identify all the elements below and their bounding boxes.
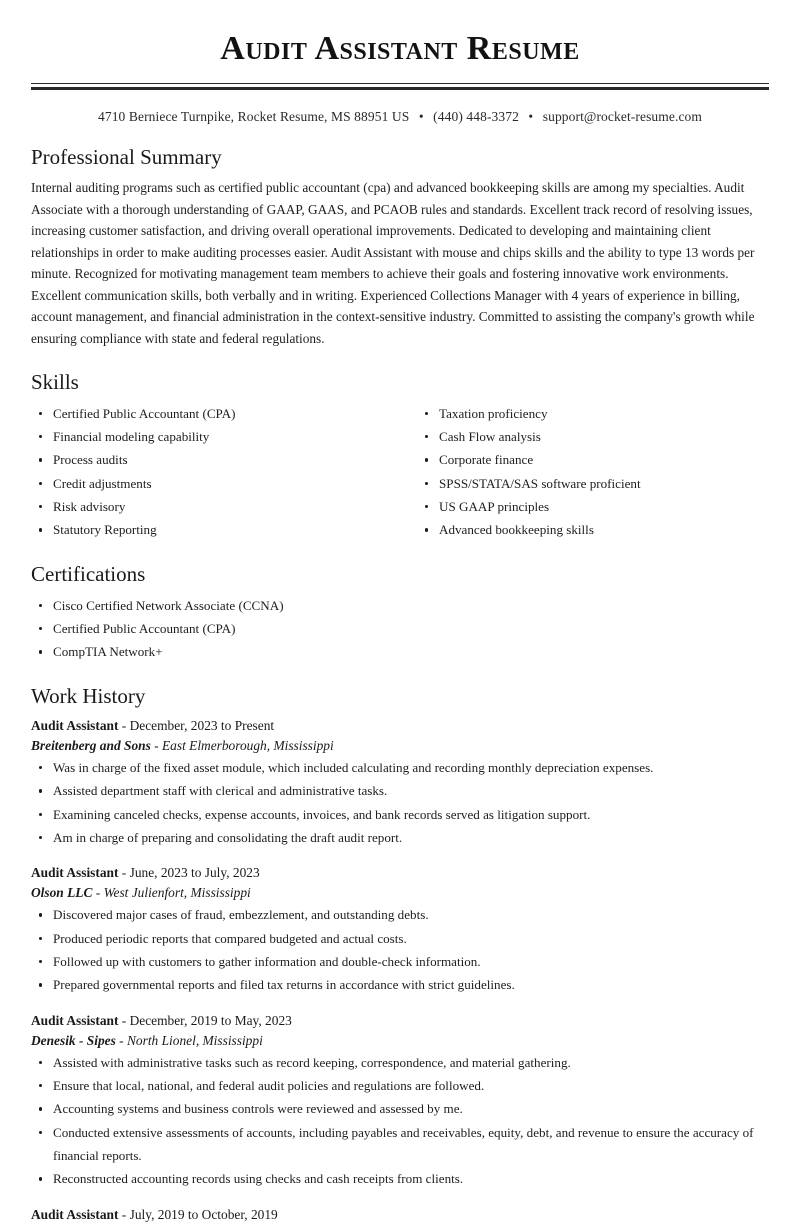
contact-address: 4710 Berniece Turnpike, Rocket Resume, MS 88951 US: [98, 109, 410, 125]
job-location: North Lionel, Mississippi: [127, 1032, 263, 1048]
job-dates: December, 2023 to Present: [129, 717, 275, 733]
list-item: Cash Flow analysis: [417, 425, 769, 448]
job-title: Audit Assistant: [31, 1206, 119, 1222]
job-title: Audit Assistant: [31, 865, 119, 881]
contact-phone: (440) 448-3372: [433, 109, 519, 125]
list-item: Ensure that local, national, and federal audit policies and regulations are followed.: [31, 1074, 769, 1097]
contact-separator-1: •: [418, 109, 424, 125]
list-item: US GAAP principles: [417, 495, 769, 518]
job-separator: -: [95, 885, 101, 901]
job-dates: July, 2019 to October, 2019: [129, 1206, 278, 1222]
list-item: Advanced bookkeeping skills: [417, 518, 769, 541]
list-item: Assisted with administrative tasks such as record keeping, correspondence, and material gathering.: [31, 1051, 769, 1074]
job-separator: -: [121, 865, 127, 881]
skills-grid: [31, 402, 769, 542]
job-bullet-list: [31, 1051, 769, 1191]
job-dates: December, 2019 to May, 2023: [129, 1012, 292, 1028]
list-item: Am in charge of preparing and consolidating the draft audit report.: [31, 826, 769, 849]
list-item: Corporate finance: [417, 448, 769, 471]
job-company-line: [31, 1031, 769, 1051]
job-company-line: [31, 883, 769, 903]
divider-thick-line: [31, 87, 769, 90]
list-item: Prepared governmental reports and filed tax returns in accordance with strict guidelines.: [31, 973, 769, 996]
job-separator: -: [119, 1032, 124, 1048]
list-item: Conducted extensive assessments of accounts, including payables and receivables, equity, debt, and revenue to ensure the accuracy of financial reports.: [31, 1121, 769, 1168]
contact-separator-2: •: [528, 109, 534, 125]
contact-line: [31, 109, 769, 125]
job-title: Audit Assistant: [31, 1012, 119, 1028]
job-separator: -: [154, 737, 159, 753]
job-bullet-list: [31, 756, 769, 849]
work-history-entry: [31, 1205, 769, 1225]
list-item: Taxation proficiency: [417, 402, 769, 425]
job-company: Olson LLC: [31, 885, 93, 901]
work-history-heading: Work History: [31, 683, 146, 708]
list-item: Assisted department staff with clerical and administrative tasks.: [31, 779, 769, 802]
list-item: Risk advisory: [31, 495, 400, 518]
section-work-history: [31, 684, 769, 1225]
summary-text: Internal auditing programs such as certified public accountant (cpa) and advanced bookkeeping skills are among my specialties. Audit Associate with a thorough understanding of GAAP, GAAS, and PCAOB rules and standards. Excellent track record of resolving issues, increasing customer satisfaction, and driving overall operational improvements. Dedicated to developing and maintaining client relationships in order to make auditing processes easier. Audit Assistant with mouse and chips skills and the ability to type 13 words per minute. Recognized for motivating management team members to achieve their goals and fostering innovative work environments. Excellent communication skills, both verbally and in writing. Experienced Collections Manager with 4 years of experience in billing, account management, and financial administration in the context-sensitive industry. Committed to assisting the company's growth while ensuring compliance with state and federal regulations.: [31, 180, 755, 346]
job-header-line: [31, 1205, 769, 1225]
list-item: Followed up with customers to gather information and double-check information.: [31, 950, 769, 973]
list-item: Certified Public Accountant (CPA): [31, 402, 400, 425]
job-company: Denesik - Sipes: [31, 1032, 116, 1048]
job-location: East Elmerborough, Mississippi: [161, 737, 334, 753]
section-professional-summary: [31, 145, 769, 349]
skills-column-left: [31, 402, 400, 542]
list-item: Produced periodic reports that compared budgeted and actual costs.: [31, 927, 769, 950]
skills-list-right: [417, 402, 769, 542]
list-item: Certified Public Accountant (CPA): [31, 617, 769, 640]
list-item: Accounting systems and business controls were reviewed and assessed by me.: [31, 1097, 769, 1120]
section-skills: [31, 370, 769, 542]
job-company: Breitenberg and Sons: [31, 737, 151, 753]
job-header-line: [31, 716, 769, 736]
summary-heading: Professional Summary: [31, 145, 222, 170]
job-title: Audit Assistant: [31, 717, 119, 733]
work-history-entry: [31, 1011, 769, 1191]
skills-column-right: [400, 402, 769, 542]
list-item: Was in charge of the fixed asset module, which included calculating and recording monthly depreciation expenses.: [31, 756, 769, 779]
list-item: Statutory Reporting: [31, 518, 400, 541]
page-title: Audit Assistant Resume: [220, 30, 580, 67]
skills-list-left: [31, 402, 400, 542]
job-bullet-list: [31, 903, 769, 996]
list-item: CompTIA Network+: [31, 640, 769, 663]
list-item: Process audits: [31, 448, 400, 471]
job-separator: -: [121, 717, 127, 733]
list-item: Reconstructed accounting records using checks and cash receipts from clients.: [31, 1167, 769, 1190]
work-history-entry: [31, 863, 769, 996]
header-divider: [31, 83, 769, 90]
contact-email: support@rocket-resume.com: [542, 109, 702, 125]
section-certifications: [31, 562, 769, 664]
job-location: West Julienfort, Mississippi: [103, 885, 251, 901]
job-header-line: [31, 1011, 769, 1031]
skills-heading: Skills: [31, 369, 79, 394]
job-separator: -: [121, 1012, 127, 1028]
list-item: Financial modeling capability: [31, 425, 400, 448]
work-history-entry: [31, 716, 769, 849]
job-dates: June, 2023 to July, 2023: [129, 865, 260, 881]
certifications-list: [31, 594, 769, 664]
list-item: Examining canceled checks, expense accounts, invoices, and bank records served as litigation support.: [31, 803, 769, 826]
certifications-heading: Certifications: [31, 561, 146, 586]
list-item: Discovered major cases of fraud, embezzlement, and outstanding debts.: [31, 903, 769, 926]
job-company-line: [31, 736, 769, 756]
job-header-line: [31, 863, 769, 883]
list-item: Credit adjustments: [31, 472, 400, 495]
job-separator: -: [121, 1206, 127, 1222]
list-item: SPSS/STATA/SAS software proficient: [417, 472, 769, 495]
list-item: Cisco Certified Network Associate (CCNA): [31, 594, 769, 617]
